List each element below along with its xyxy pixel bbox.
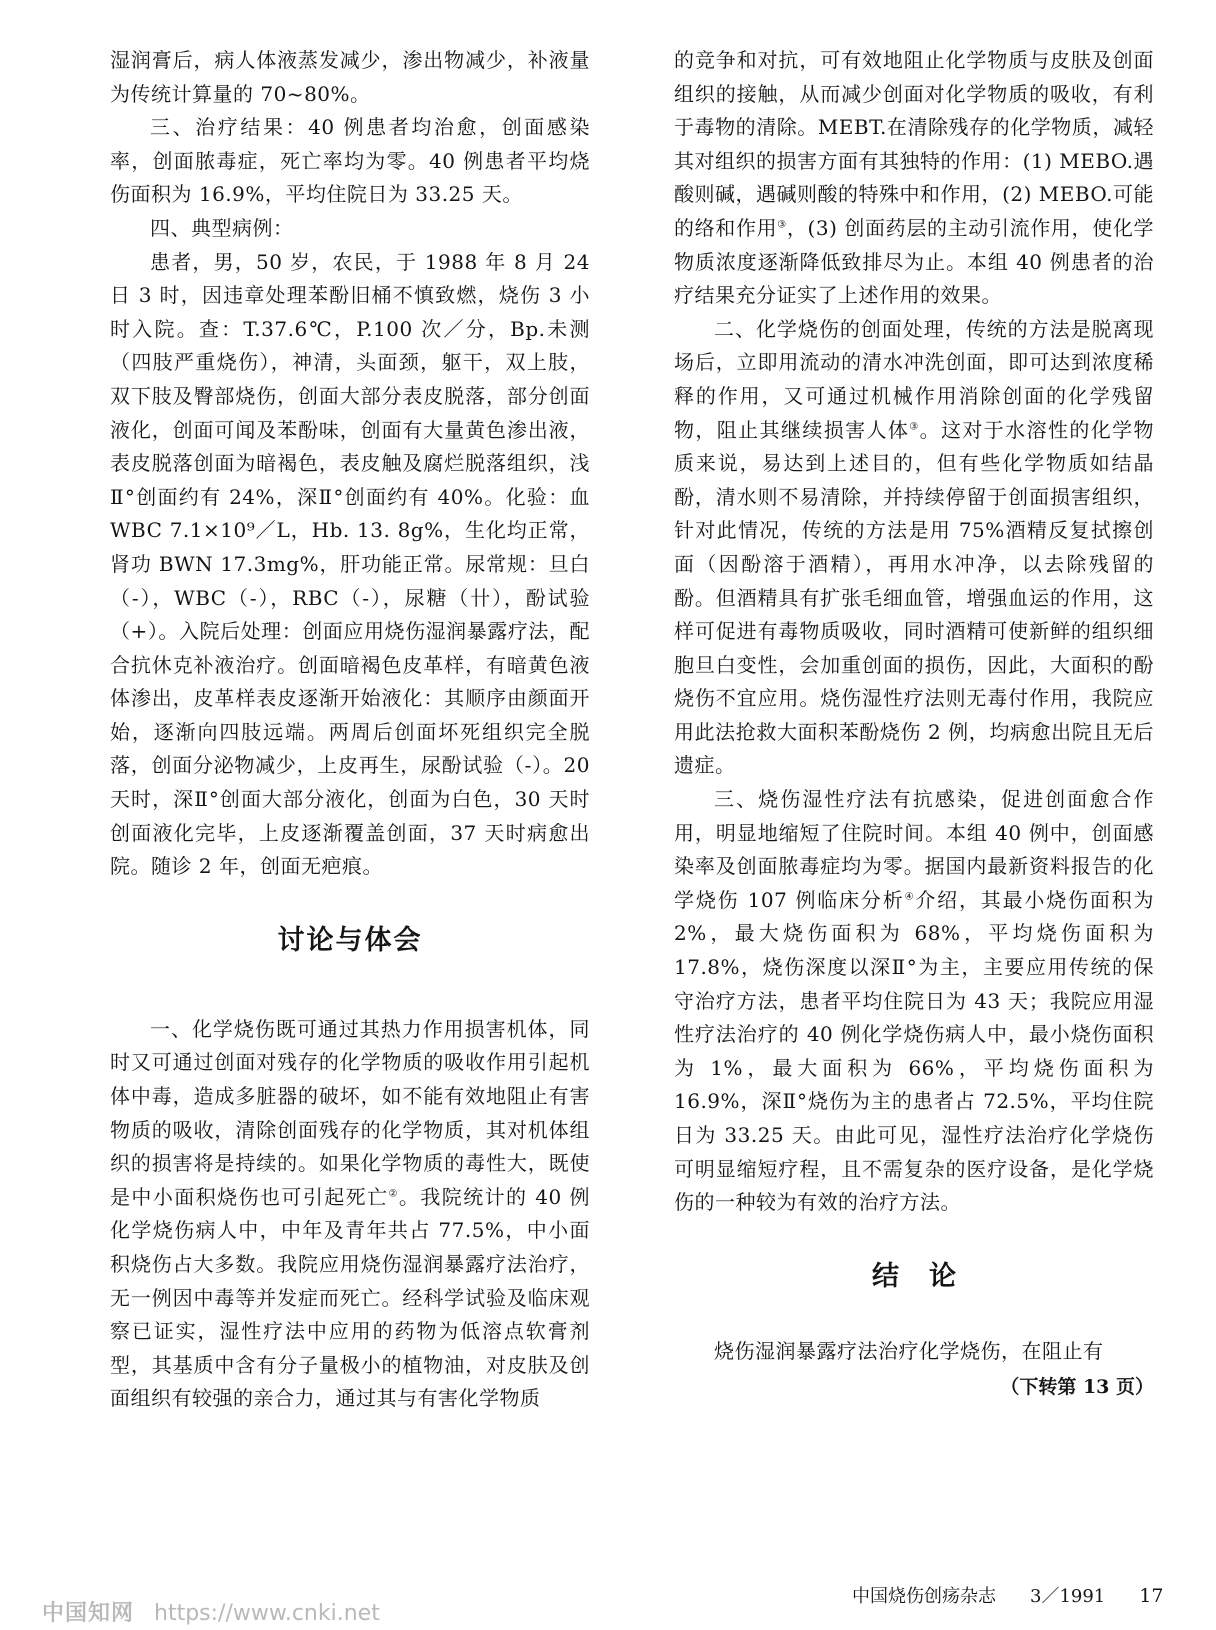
case-report-paragraph: 患者，男，50 岁，农民，于 1988 年 8 月 24 日 3 时，因违章处理苯酚旧桶不慎致燃，烧伤 3 小时入院。查：T.37.6℃，P.100 次／分，Bp.未测（四肢严重烧伤），神清，头面颈，躯干，双上肢，双下肢及臀部烧伤，创面大部分表皮脱落，部分创面液化，创面可闻及苯酚味，创面有大量黄色渗出液，表皮脱落创面为暗褐色，表皮触及腐烂脱落组织，浅Ⅱ°创面约有 24%，深Ⅱ°创面约有 40%。化验：血 WBC 7.1×10⁹／L，Hb. 13. 8g%，生化均正常，肾功 BWN 17.3mg%，肝功能正常。尿常规：旦白（-），WBC（-），RBC（-），尿糖（卄），酚试验（+）。入院后处理：创面应用烧伤湿润暴露疗法，配合抗休克补液治疗。创面暗褐色皮革样，有暗黄色液体渗出，皮革样表皮逐渐开始液化：其顺序由颜面开始，逐渐向四肢远端。两周后创面坏死组织完全脱落，创面分泌物减少，上皮再生，尿酚试验（-）。20 天时，深Ⅱ°创面大部分液化，创面为白色，30 天时创面液化完毕，上皮逐渐覆盖创面，37 天时病愈出院。随诊 2 年，创面无疤痕。 — [110, 249, 590, 879]
section-heading-discussion: 讨论与体会 — [277, 924, 423, 956]
paragraph — [110, 1013, 590, 1416]
paragraph — [674, 44, 1154, 313]
paragraph-text: 。我院统计的 40 例化学烧伤病人中，中年及青年共占 77.5%，中小面积烧伤占大多数。我院应用烧伤湿润暴露疗法治疗，无一例因中毒等并发症而死亡。经科学试验及临床观察已证实，湿性疗法中应用的药物为低溶点软膏剂型，其基质中含有分子量极小的植物油，对皮肤及创面组织有较强的亲合力，通过其与有害化学物质 — [110, 1184, 590, 1411]
journal-name: 中国烧伤创疡杂志 — [852, 1586, 996, 1607]
paragraph: 烧伤湿润暴露疗法治疗化学烧伤，在阻止有 — [714, 1338, 1104, 1363]
right-column — [674, 44, 1154, 1399]
paragraph: 湿润膏后，病人体液蒸发减少，渗出物减少，补液量为传统计算量的 70~80%。 — [110, 48, 590, 106]
reference-marker: ③ — [909, 420, 920, 432]
paragraph-text: 介绍，其最小烧伤面积为 2%，最大烧伤面积为 68%，平均烧伤面积为 17.8%，烧伤深度以深Ⅱ°为主，主要应用传统的保守治疗方法，患者平均住院日为 43 天；我院应用湿性疗法治疗的 40 例化学烧伤病人中，最小烧伤面积为 1%，最大面积为 66%，平均烧伤面积为 16.9%，深Ⅱ°烧伤为主的患者占 72.5%，平均住院日为 33.25 天。由此可见，湿性疗法治疗化学烧伤可明显缩短疗程，且不需复杂的医疗设备，是化学烧伤的一种较为有效的治疗方法。 — [674, 887, 1155, 1215]
paragraph-text: 二、化学烧伤的创面处理，传统的方法是脱离现场后，立即用流动的清水冲洗创面，即可达到浓度稀释的作用，又可通过机械作用消除创面的化学残留物，阻止其继续损害人体 — [674, 316, 1154, 442]
section-label: 四、典型病例： — [150, 215, 294, 240]
page-footer — [852, 1582, 1163, 1608]
reference-marker: ④ — [904, 891, 916, 903]
paragraph-text: 。这对于水溶性的化学物质来说，易达到上述目的，但有些化学物质如结晶酚，清水则不易清除，并持续停留于创面损害组织，针对此情况，传统的方法是用 75%酒精反复拭擦创面（因酚溶于酒精），再用水冲净，以去除残留的酚。但酒精具有扩张毛细血管，增强血运的作用，这样可促进有毒物质吸收，同时酒精可使新鲜的组织细胞旦白变性，会加重创面的损伤，因此，大面积的酚烧伤不宜应用。烧伤湿性疗法则无毒付作用，我院应用此法抢救大面积苯酚烧伤 2 例，均病愈出院且无后遗症。 — [674, 417, 1155, 778]
reference-marker: ③ — [777, 219, 787, 231]
page-number: 17 — [1139, 1585, 1164, 1607]
watermark-logo: 中国知网 — [42, 1601, 135, 1626]
paragraph: 三、治疗结果：40 例患者均治愈，创面感染率，创面脓毒症，死亡率均为零。40 例患者平均烧伤面积为 16.9%，平均住院日为 33.25 天。 — [110, 115, 590, 207]
paragraph-text: 的竞争和对抗，可有效地阻止化学物质与皮肤及创面组织的接触，从而减少创面对化学物质的吸收，有利于毒物的清除。MEBT.在清除残存的化学物质，减轻其对组织的损害方面有其独特的作用：(1) MEBO.遇酸则碱，遇碱则酸的特殊中和作用，(2) MEBO.可能的络和作用 — [674, 48, 1154, 240]
continued-note: （下转第 13 页） — [1000, 1376, 1154, 1399]
paragraph-text: 三、烧伤湿性疗法有抗感染，促进创面愈合作用，明显地缩短了住院时间。本组 40 例中，创面感染率及创面脓毒症均为零。据国内最新资料报告的化学烧伤 107 例临床分析 — [674, 787, 1154, 912]
cnki-watermark — [42, 1596, 380, 1627]
paragraph-text: 一、化学烧伤既可通过其热力作用损害机体，同时又可通过创面对残存的化学物质的吸收作用引起机体中毒，造成多脏器的破坏，如不能有效地阻止有害物质的吸收，清除创面残存的化学物质，其对机体组织的损害将是持续的。如果化学物质的毒性大，既使是中小面积烧伤也可引起死亡 — [110, 1016, 590, 1209]
watermark-url: https://www.cnki.net — [154, 1601, 380, 1626]
reference-marker: ② — [388, 1188, 399, 1200]
paragraph — [674, 783, 1154, 1220]
left-column — [110, 44, 590, 1416]
section-heading-conclusion: 结论 — [872, 1260, 986, 1292]
issue-number: 3／1991 — [1030, 1586, 1106, 1607]
paragraph-text: ，(3) 创面药层的主动引流作用，使化学物质浓度逐渐降低致排尽为止。本组 40 例患者的治疗结果充分证实了上述作用的效果。 — [674, 215, 1155, 308]
paragraph — [674, 313, 1154, 783]
